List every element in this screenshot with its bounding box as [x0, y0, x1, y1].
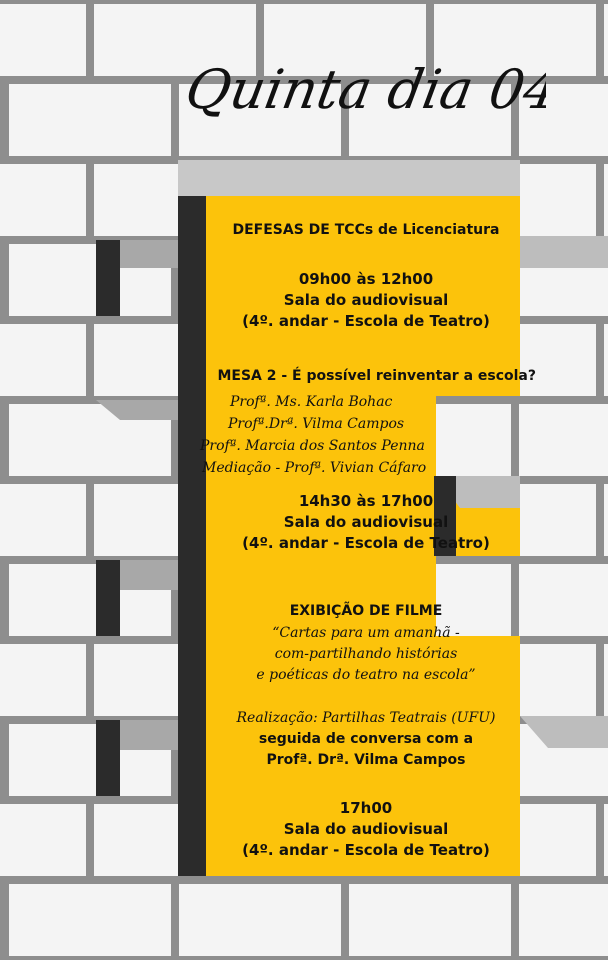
block2-person-4: Mediação - Profª. Vivian Cáfaro [202, 460, 427, 476]
block-defesas [196, 222, 536, 332]
block2-person-2: Profª.Drª. Vilma Campos [228, 416, 405, 432]
block2-location: (4º. andar - Escola de Teatro) [242, 534, 490, 552]
block-filme [196, 603, 536, 863]
header-title [186, 36, 546, 136]
brick [604, 4, 608, 76]
brick [0, 324, 86, 396]
brick [604, 644, 608, 716]
block3-heading: EXIBIÇÃO DE FILME [289, 603, 443, 619]
block3-film-line-3: e poéticas do teatro na escola” [256, 667, 476, 683]
brick [604, 484, 608, 556]
block3-guest: Profª. Drª. Vilma Campos [266, 752, 466, 768]
block1-heading: DEFESAS DE TCCs de Licenciatura [232, 222, 500, 238]
block3-film-line-2: com-partilhando histórias [274, 646, 458, 662]
brick [9, 84, 171, 156]
brick [0, 4, 86, 76]
block3-realization: Realização: Partilhas Teatrais (UFU) [236, 710, 496, 726]
brick [604, 804, 608, 876]
block2-room: Sala do audiovisual [283, 513, 449, 531]
brick [9, 884, 171, 956]
block2-time: 14h30 às 17h00 [298, 492, 434, 510]
block3-followed: seguida de conversa com a [258, 731, 474, 747]
block-mesa [196, 368, 536, 558]
block2-person-1: Profª. Ms. Karla Bohac [230, 394, 393, 410]
brick [519, 884, 608, 956]
title-text: Quinta dia 04 [186, 57, 546, 121]
block1-location: (4º. andar - Escola de Teatro) [242, 312, 490, 330]
brick [0, 644, 86, 716]
block1-time: 09h00 às 12h00 [298, 270, 434, 288]
block2-person-3: Profª. Marcia dos Santos Penna [200, 438, 425, 454]
brick [179, 884, 341, 956]
block3-location: (4º. andar - Escola de Teatro) [242, 841, 490, 859]
brick [0, 164, 86, 236]
brick [604, 164, 608, 236]
brick [0, 484, 86, 556]
block3-room: Sala do audiovisual [283, 820, 449, 838]
brick [604, 324, 608, 396]
brick [0, 804, 86, 876]
block1-room: Sala do audiovisual [283, 291, 449, 309]
block3-film-line-1: “Cartas para um amanhã - [272, 625, 460, 641]
block2-heading: MESA 2 - É possível reinventar a escola? [217, 368, 536, 384]
block3-time: 17h00 [339, 799, 393, 817]
brick [349, 884, 511, 956]
